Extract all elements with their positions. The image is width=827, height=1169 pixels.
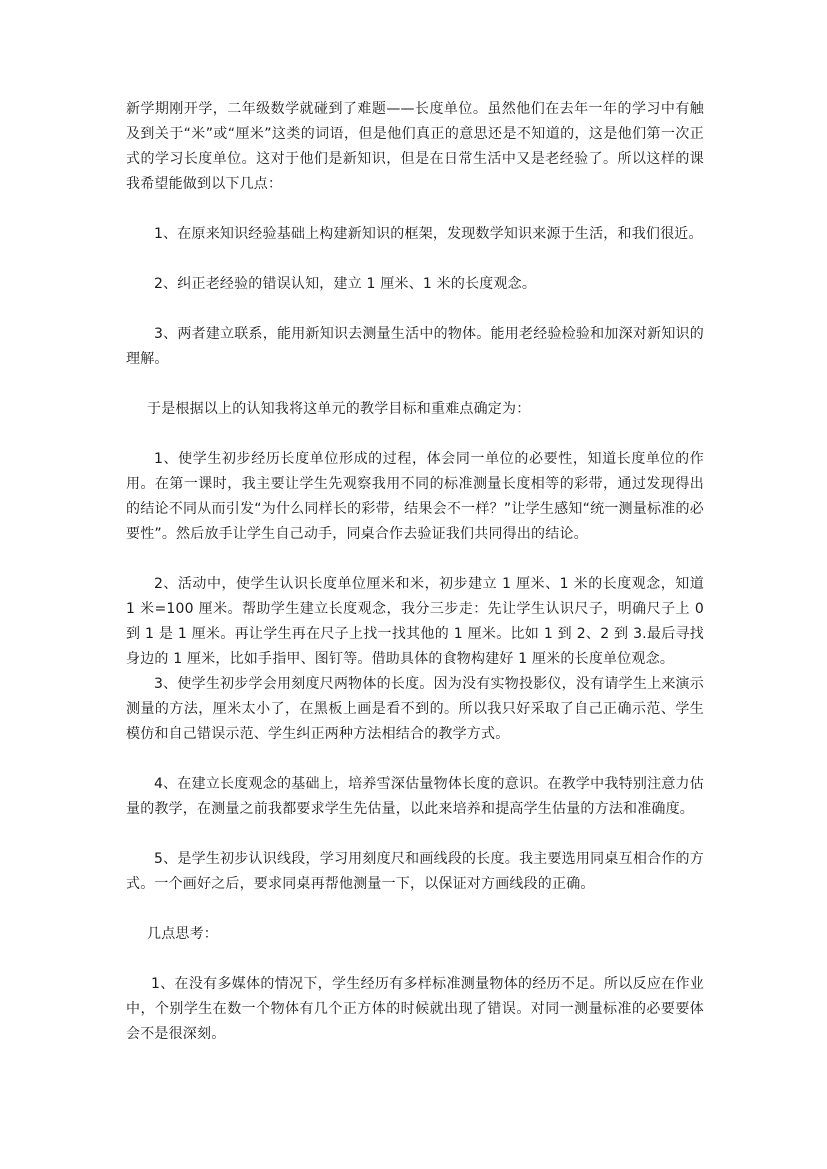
goal-item-2: 2、纠正老经验的错误认知，建立 1 厘米、1 米的长度观念。 (154, 276, 537, 292)
document-body (126, 97, 704, 1047)
objective-item-5: 5、是学生初步认识线段，学习用刻度尺和画线段的长度。我主要选用同桌互相合作的方式。一个画好之后，要求同桌再帮他测量一下，以保证对方画线段的正确。 (126, 851, 704, 892)
objectives-lead: 于是根据以上的认知我将这单元的教学目标和重难点确定为： (147, 401, 531, 417)
goal-item-1: 1、在原来知识经验基础上构建新知识的框架，发现数学知识来源于生活，和我们很近。 (154, 226, 703, 242)
reflection-heading: 几点思考： (147, 926, 218, 942)
objective-item-2: 2、活动中，使学生认识长度单位厘米和米，初步建立 1 厘米、1 米的长度观念，知道 1 米=100 厘米。帮助学生建立长度观念，我分三步走：先让学生认识尺子，明确尺子上 0 到 1 是 1 厘米。再让学生再在尺子上找一找其他的 1 厘米。比如 1 到 2、2 到 3.最后寻找身边的 1 厘米，比如手指甲、图钉等。借助具体的食物构建好 1 厘米的长度单位观念。 (126, 576, 704, 667)
reflection-item-1: 1、在没有多媒体的情况下，学生经历有多样标准测量物体的经历不足。所以反应在作业中，个别学生在数一个物体有几个正方体的时候就出现了错误。对同一测量标准的必要要体会不是很深刻。 (126, 976, 704, 1042)
objective-item-4: 4、在建立长度观念的基础上，培养雪深估量物体长度的意识。在教学中我特别注意力估量的教学，在测量之前我都要求学生先估量，以此来培养和提高学生估量的方法和准确度。 (126, 776, 704, 817)
objective-item-3: 3、使学生初步学会用刻度尺两物体的长度。因为没有实物投影仪，没有请学生上来演示测量的方法，厘米太小了，在黑板上画是看不到的。所以我只好采取了自己正确示范、学生模仿和自己错误示范、学生纠正两种方法相结合的教学方式。 (126, 676, 704, 742)
goal-item-3: 3、两者建立联系，能用新知识去测量生活中的物体。能用老经验检验和加深对新知识的理解。 (126, 326, 704, 367)
objective-item-1: 1、使学生初步经历长度单位形成的过程，体会同一单位的必要性，知道长度单位的作用。在第一课时，我主要让学生先观察我用不同的标准测量长度相等的彩带，通过发现得出的结论不同从而引发“为什么同样长的彩带，结果会不一样？”让学生感知“统一测量标准的必要性”。然后放手让学生自己动手，同桌合作去验证我们共同得出的结论。 (126, 451, 704, 542)
intro-paragraph: 新学期刚开学，二年级数学就碰到了难题——长度单位。虽然他们在去年一年的学习中有触及到关于“米”或“厘米”这类的词语，但是他们真正的意思还是不知道的，这是他们第一次正式的学习长度单位。这对于他们是新知识，但是在日常生活中又是老经验了。所以这样的课我希望能做到以下几点： (126, 101, 704, 192)
